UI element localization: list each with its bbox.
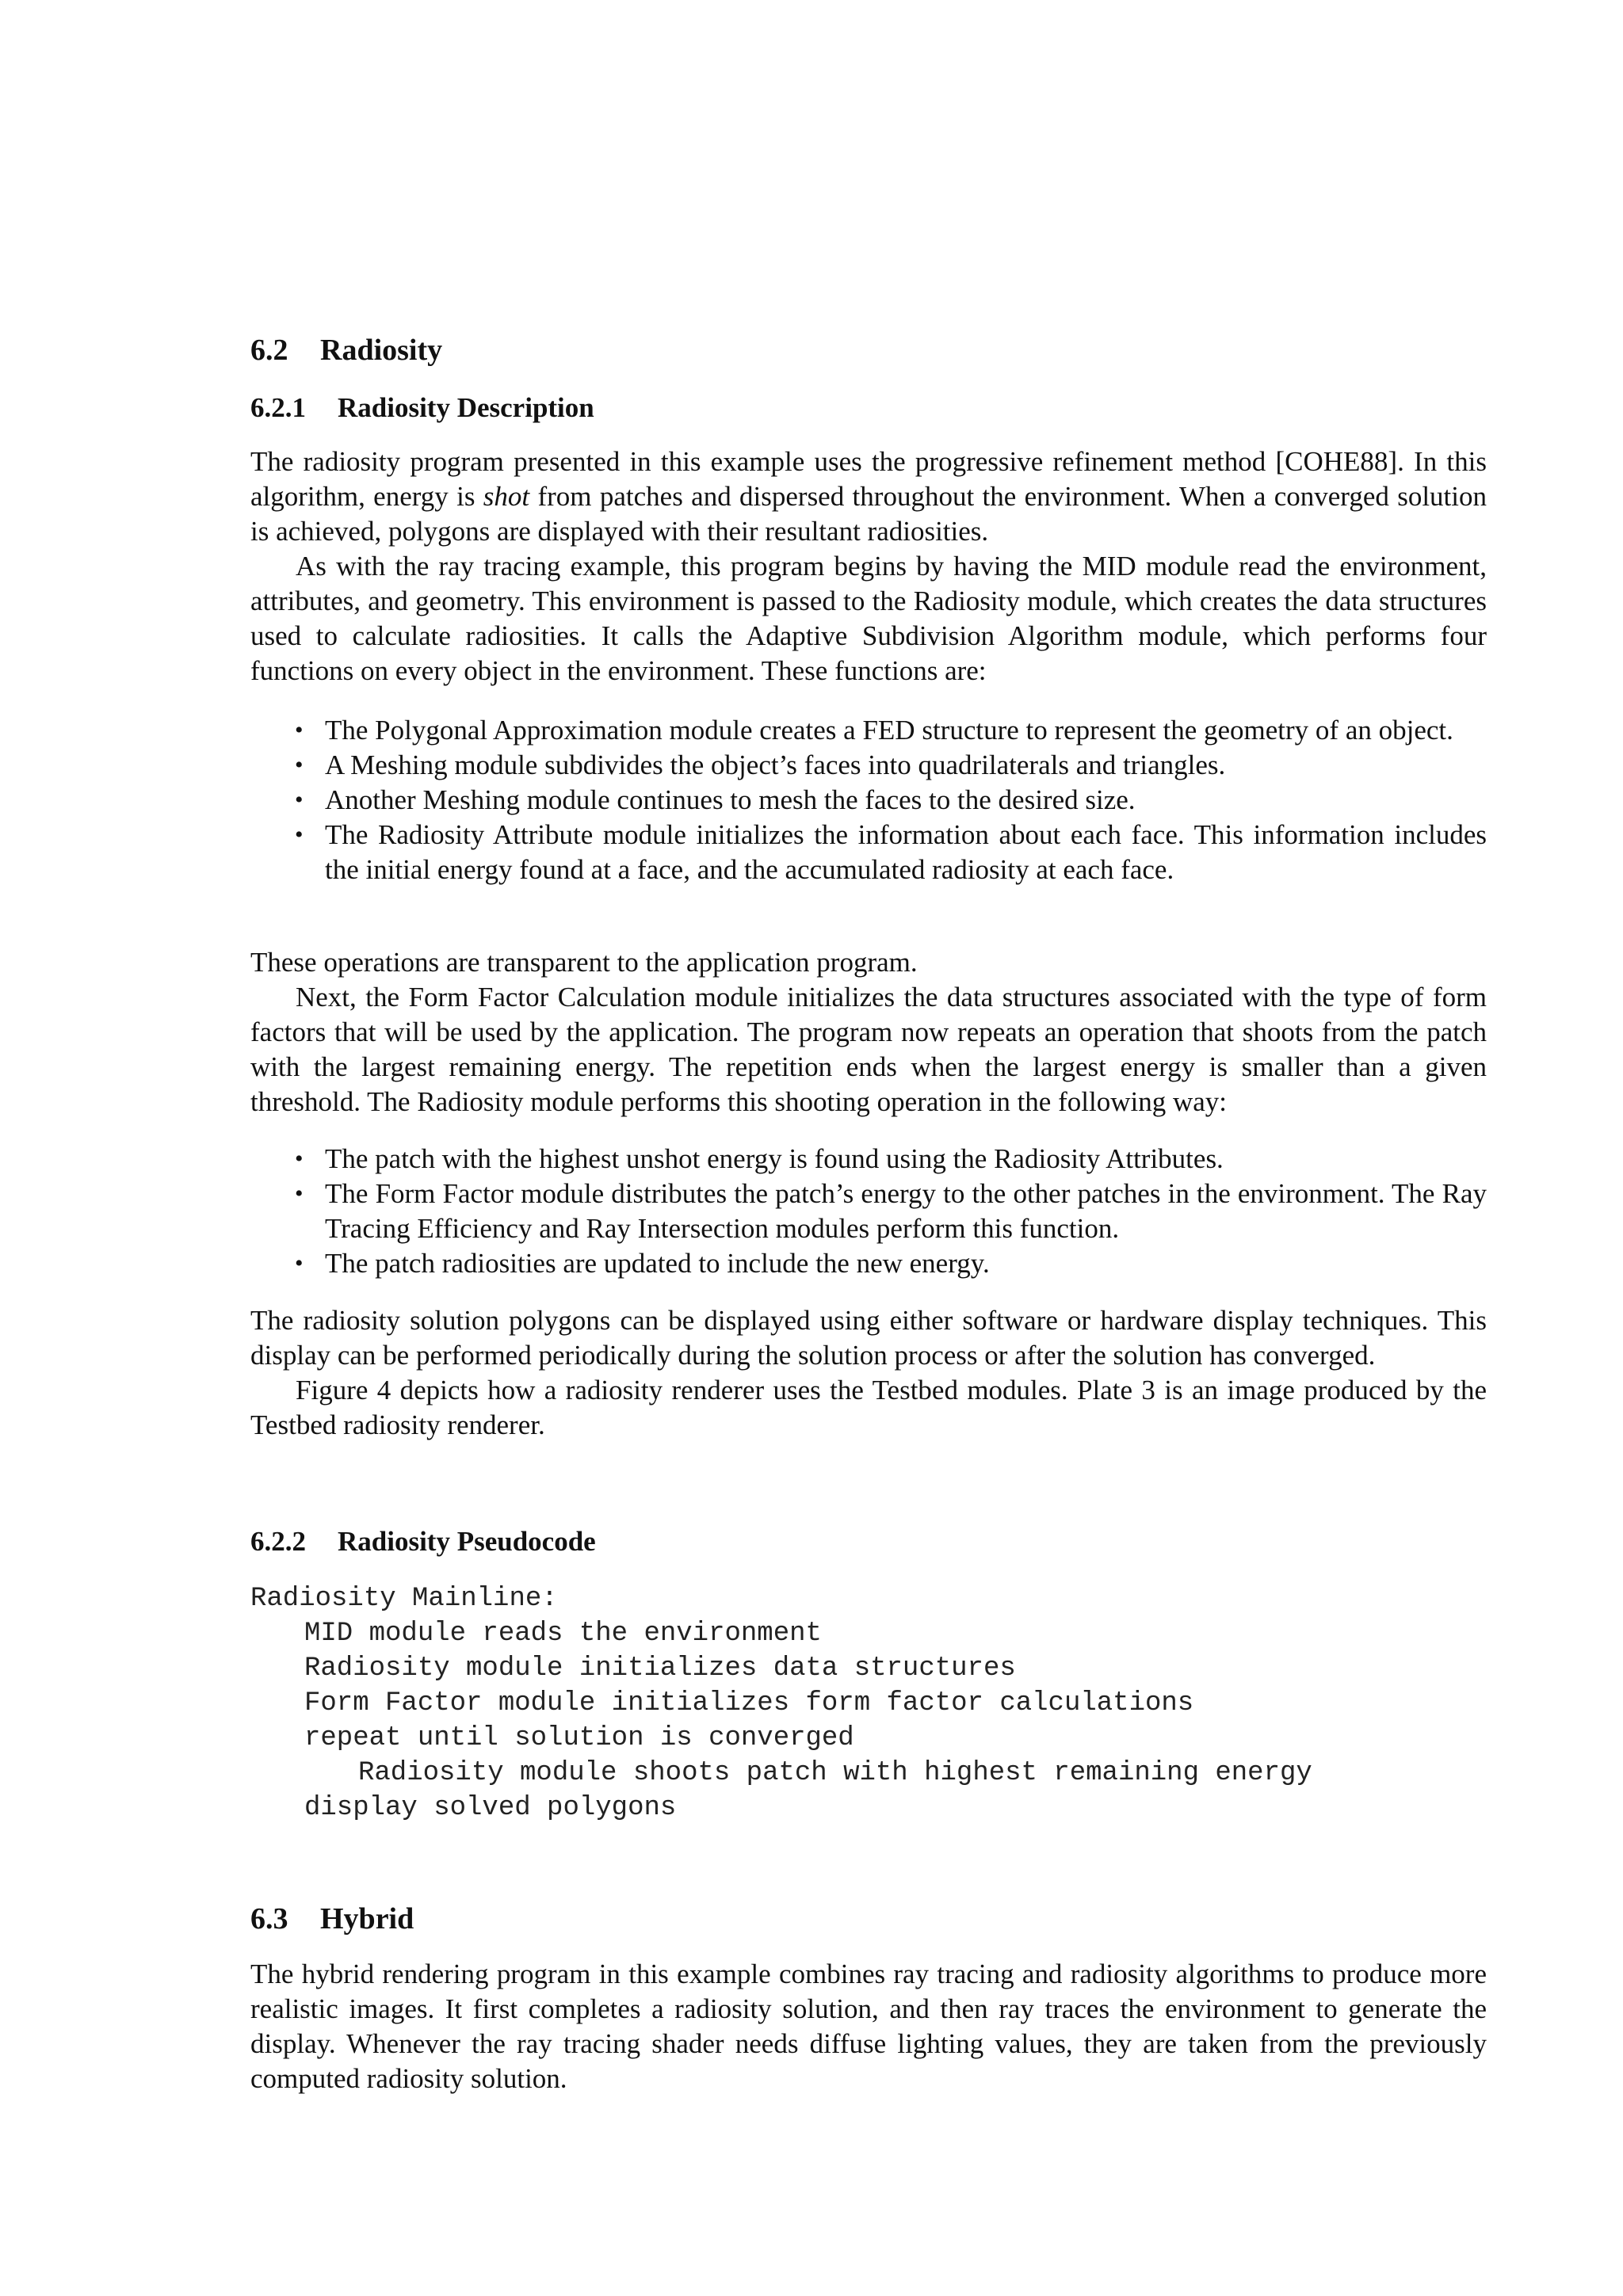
paragraph: Figure 4 depicts how a radiosity renderer uses the Testbed modules. Plate 3 is an image produced by the Testbed radiosity renderer. xyxy=(250,1375,1487,1440)
description-body-3 xyxy=(250,1303,1487,1443)
hybrid-body xyxy=(250,1957,1487,2096)
list-item xyxy=(250,783,1487,818)
section-number: 6.3 xyxy=(250,1902,288,1936)
description-body xyxy=(250,444,1487,688)
paragraph: Next, the Form Factor Calculation module initializes the data structures associated with the type of form factors that will be used by the application. The program now repeats an operation that shoots from the patch with the largest remaining energy. The repetition ends when the largest energy is smaller than a given threshold. The Radiosity module performs this shooting operation in the following way: xyxy=(250,982,1487,1117)
paragraph-text: from patches and dispersed throughout the environment. When a converged solution is achieved, polygons are displayed with their resultant radiosities. xyxy=(250,481,1487,547)
subsection-title: Radiosity Pseudocode xyxy=(338,1526,596,1557)
subsection-title: Radiosity Description xyxy=(338,392,594,423)
code-line: Radiosity Mainline: xyxy=(250,1584,558,1614)
paragraph: These operations are transparent to the application program. xyxy=(250,947,918,978)
code-line: Radiosity module initializes data structures xyxy=(304,1653,1016,1684)
emphasized-word: shot xyxy=(483,481,530,512)
list-item-text: Another Meshing module continues to mesh the faces to the desired size. xyxy=(325,784,1136,815)
paragraph: The hybrid rendering program in this example combines ray tracing and radiosity algorithms to produce more realistic images. It first completes a radiosity solution, and then ray traces the environment to generate the display. Whenever the ray tracing shader needs diffuse lighting values, they are taken from the previously computed radiosity solution. xyxy=(250,1958,1487,2094)
bullet-icon: • xyxy=(295,1146,304,1172)
subsection-heading-6-2-2 xyxy=(250,1525,1487,1558)
list-item xyxy=(250,818,1487,887)
bullet-icon: • xyxy=(295,717,304,743)
bullet-icon: • xyxy=(295,1180,304,1207)
list-item xyxy=(250,1246,1487,1281)
paragraph-text: The radiosity program presented in this example uses the progressive refinement method [COHE88]. In this algorithm, energy is xyxy=(250,446,1487,512)
list-item-text: The Radiosity Attribute module initializes the information about each face. This information includes the initial energy found at a face, and the accumulated radiosity at each face. xyxy=(325,819,1487,885)
list-item xyxy=(250,1177,1487,1246)
list-item-text: The patch with the highest unshot energy is found using the Radiosity Attributes. xyxy=(325,1143,1224,1174)
paragraph: As with the ray tracing example, this program begins by having the MID module read the environment, attributes, and geometry. This environment is passed to the Radiosity module, which creates the data structures used to calculate radiosities. It calls the Adaptive Subdivision Algorithm module, which performs four functions on every object in the environment. These functions are: xyxy=(250,551,1487,686)
subsection-heading-6-2-1 xyxy=(250,391,1487,425)
description-body-2 xyxy=(250,945,1487,1119)
pseudocode-block xyxy=(250,1581,1487,1825)
functions-list xyxy=(250,713,1487,887)
list-item-text: The Form Factor module distributes the patch’s energy to the other patches in the environment. The Ray Tracing Efficiency and Ray Intersection modules perform this function. xyxy=(325,1178,1487,1244)
list-item-text: A Meshing module subdivides the object’s faces into quadrilaterals and triangles. xyxy=(325,749,1226,780)
bullet-icon: • xyxy=(295,787,304,813)
section-number: 6.2 xyxy=(250,334,288,367)
paragraph: The radiosity solution polygons can be displayed using either software or hardware display techniques. This display can be performed periodically during the solution process or after the solution has converged. xyxy=(250,1305,1487,1371)
code-line: MID module reads the environment xyxy=(304,1619,822,1649)
code-line: repeat until solution is converged xyxy=(304,1723,854,1753)
list-item xyxy=(250,1142,1487,1177)
list-item-text: The patch radiosities are updated to include the new energy. xyxy=(325,1248,990,1279)
list-item xyxy=(250,713,1487,748)
bullet-icon: • xyxy=(295,1250,304,1276)
code-line: Form Factor module initializes form factor calculations xyxy=(304,1688,1194,1718)
bullet-icon: • xyxy=(295,822,304,848)
list-item-text: The Polygonal Approximation module creates a FED structure to represent the geometry of an object. xyxy=(325,715,1453,746)
section-title: Hybrid xyxy=(320,1902,414,1936)
code-line: Radiosity module shoots patch with highest remaining energy xyxy=(358,1758,1312,1788)
bullet-icon: • xyxy=(295,752,304,778)
code-line: display solved polygons xyxy=(304,1793,677,1823)
list-item xyxy=(250,748,1487,783)
subsection-number: 6.2.2 xyxy=(250,1526,306,1557)
section-heading-6-3 xyxy=(250,1901,1487,1936)
paragraph xyxy=(250,444,1487,549)
shooting-steps-list xyxy=(250,1142,1487,1281)
subsection-number: 6.2.1 xyxy=(250,392,306,423)
section-title: Radiosity xyxy=(320,334,443,367)
section-heading-6-2 xyxy=(250,333,1487,368)
